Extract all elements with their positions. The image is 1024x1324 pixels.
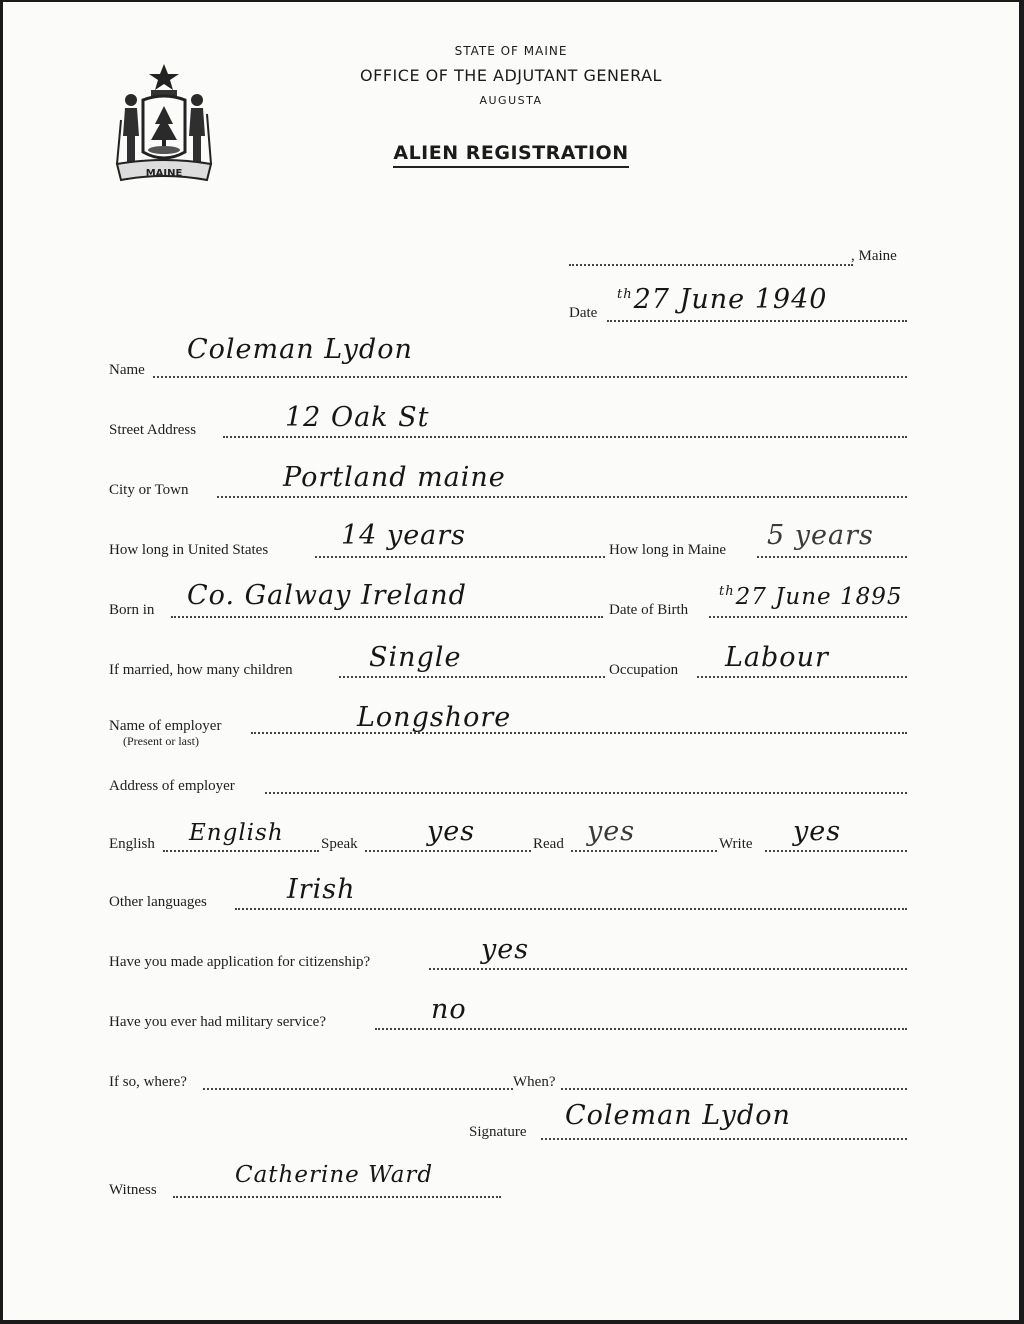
occupation-value: Labour (725, 642, 829, 673)
name-label: Name (109, 362, 145, 378)
witness-value: Catherine Ward (235, 1162, 434, 1188)
read-label: Read (533, 836, 564, 852)
born-value: Co. Galway Ireland (187, 580, 467, 611)
speak-label: Speak (321, 836, 358, 852)
form-title: ALIEN REGISTRATION (3, 142, 1019, 164)
street-line (223, 436, 907, 438)
date-ordinal: th (617, 287, 633, 302)
when-label: When? (513, 1074, 556, 1090)
street-value: 12 Oak St (285, 402, 430, 433)
read-value: yes (587, 816, 636, 847)
write-line (765, 850, 907, 852)
dob-label: Date of Birth (609, 602, 689, 618)
dob-line (709, 616, 907, 618)
other-languages-label: Other languages (109, 894, 207, 910)
read-line (571, 850, 717, 852)
witness-label: Witness (109, 1182, 157, 1198)
city-heading: AUGUSTA (479, 94, 543, 107)
employer-label: Name of employer (109, 718, 222, 734)
citizenship-line (429, 968, 907, 970)
maine-years-label: How long in Maine (609, 542, 727, 558)
where-line (203, 1088, 513, 1090)
born-line (171, 616, 603, 618)
when-line (561, 1088, 907, 1090)
employer-address-label: Address of employer (109, 778, 235, 794)
other-languages-line (235, 908, 907, 910)
city-line (217, 496, 907, 498)
employer-value: Longshore (357, 702, 512, 733)
date-line (607, 320, 907, 322)
signature-line (541, 1138, 907, 1140)
state-heading: STATE OF MAINE (454, 44, 568, 58)
street-label: Street Address (109, 422, 197, 438)
english-line (163, 850, 319, 852)
registration-form (3, 2, 1019, 1320)
where-label: If so, where? (109, 1074, 187, 1090)
us-years-label: How long in United States (109, 542, 269, 558)
dob-value: $^{th}$27 June 1895 (719, 584, 903, 610)
city-value: Portland maine (283, 462, 506, 493)
date-label: Date (569, 305, 598, 321)
military-label: Have you ever had military service? (109, 1014, 326, 1030)
english-value: English (189, 820, 284, 846)
employer-line (251, 732, 907, 734)
born-label: Born in (109, 602, 155, 618)
us-years-line (315, 556, 605, 558)
signature-label: Signature (469, 1124, 527, 1140)
military-value: no (431, 994, 467, 1025)
signature-value: Coleman Lydon (565, 1100, 791, 1131)
maine-years-line (757, 556, 907, 558)
military-line (375, 1028, 907, 1030)
dob-ordinal: th (719, 584, 735, 600)
write-label: Write (719, 836, 753, 852)
maine-years-value: 5 years (767, 520, 874, 551)
witness-line (173, 1196, 501, 1198)
maine-label: , Maine (851, 248, 897, 264)
children-label: If married, how many children (109, 662, 293, 678)
speak-line (365, 850, 531, 852)
employer-sublabel: (Present or last) (123, 734, 199, 748)
other-languages-value: Irish (287, 874, 356, 905)
employer-address-line (265, 792, 907, 794)
us-years-value: 14 years (341, 520, 467, 551)
english-label: English (109, 836, 155, 852)
city-label: City or Town (109, 482, 189, 498)
write-value: yes (793, 816, 842, 847)
citizenship-label: Have you made application for citizenship? (109, 954, 371, 970)
office-heading: OFFICE OF THE ADJUTANT GENERAL (360, 66, 662, 85)
svg-text:MAINE: MAINE (145, 168, 183, 179)
date-value: $^{th}$27 June 1940 (617, 284, 828, 315)
name-value: Coleman Lydon (187, 334, 413, 365)
occupation-line (697, 676, 907, 678)
speak-value: yes (427, 816, 476, 847)
occupation-label: Occupation (609, 662, 679, 678)
citizenship-value: yes (481, 934, 530, 965)
children-value: Single (369, 642, 462, 673)
children-line (339, 676, 605, 678)
name-line (153, 376, 907, 378)
place-line (569, 264, 853, 266)
